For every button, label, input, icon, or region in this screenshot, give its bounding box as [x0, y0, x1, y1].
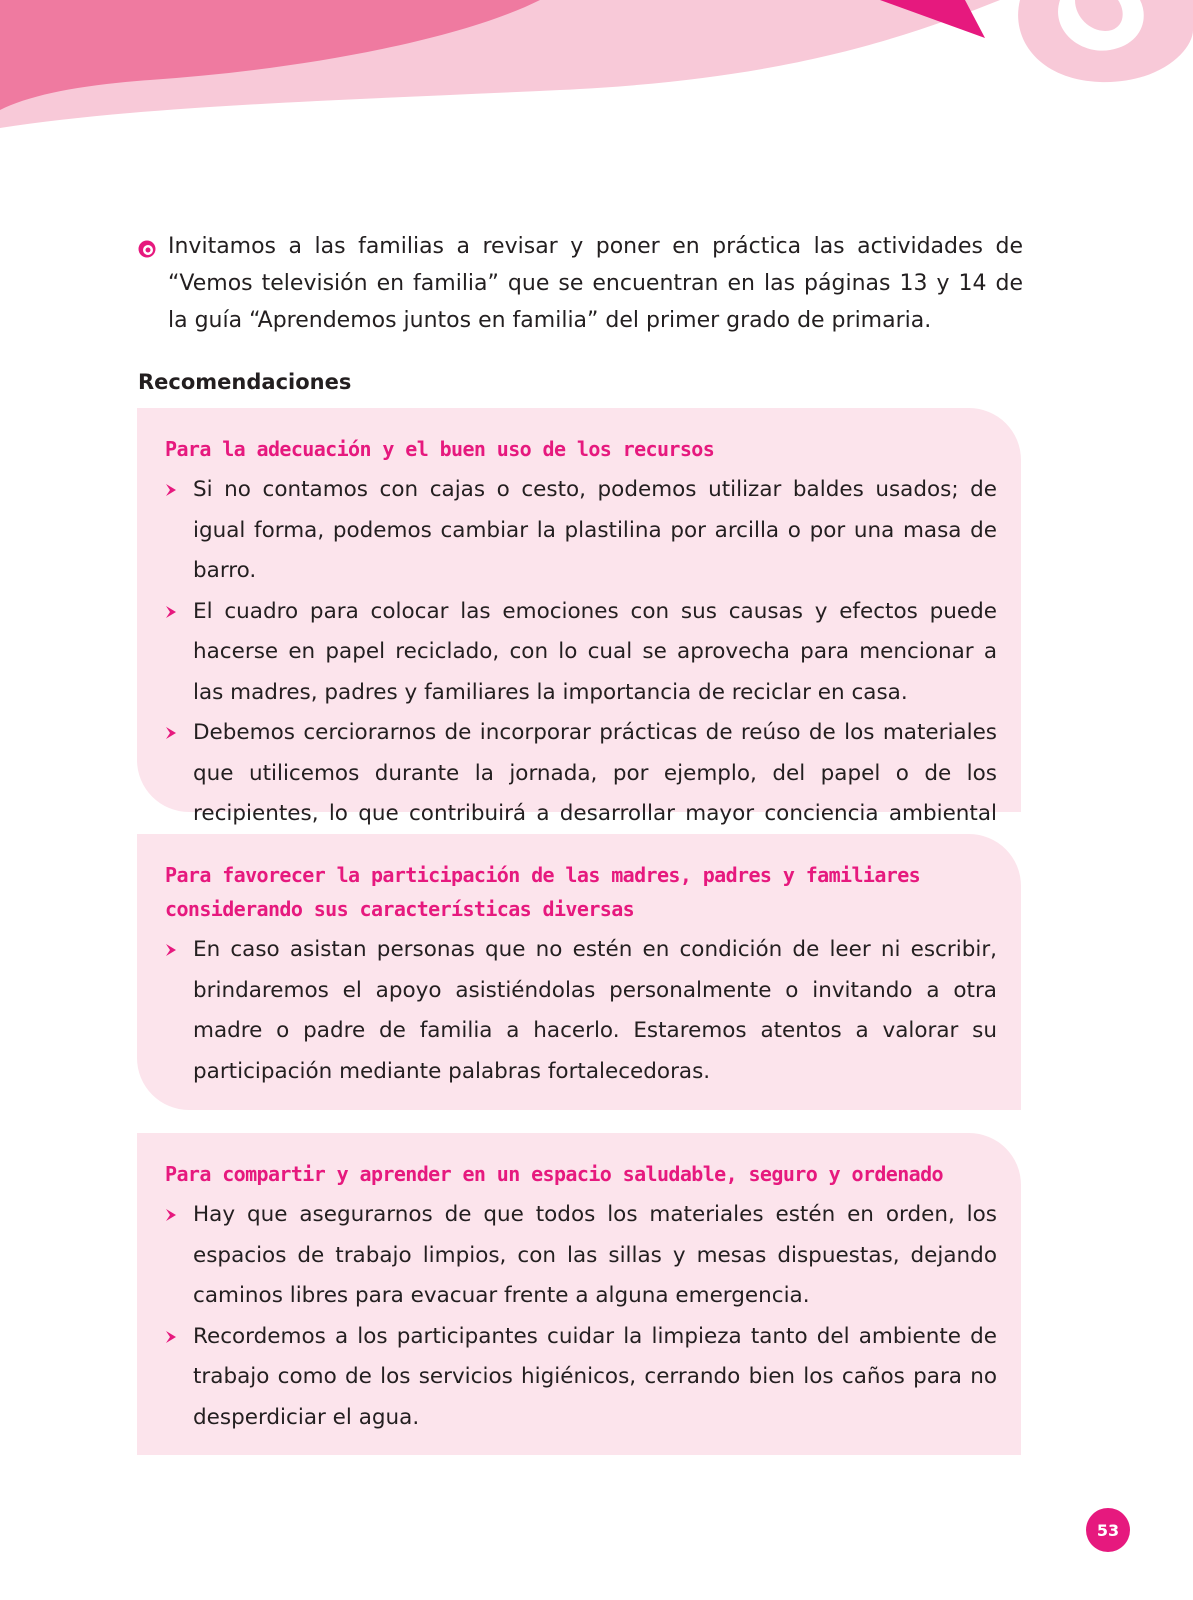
- list-item-text: Debemos cerciorarnos de incorporar prácticas de reúso de los materiales que utilicemos durante la jornada, por ejemplo, del papel o de los recipientes, lo que contribuirá a desarrollar mayor conciencia ambiental: [193, 720, 997, 826]
- recommendation-box-participation: [137, 834, 1021, 1110]
- list-item-text: Hay que asegurarnos de que todos los materiales estén en orden, los espacios de trabajo limpios, con las sillas y mesas dispuestas, dejando caminos libres para evacuar frente a alguna emergencia.: [193, 1202, 997, 1308]
- list-item: [165, 470, 997, 592]
- list-item: [165, 1317, 997, 1439]
- arrow-bullet-icon: [165, 1330, 177, 1344]
- list-item-text: El cuadro para colocar las emociones con sus causas y efectos puede hacerse en papel reciclado, con lo cual se aprovecha para mencionar a las madres, padres y familiares la importancia de reciclar en casa.: [193, 598, 997, 705]
- recommendation-box-safe-space: [137, 1133, 1021, 1455]
- list-item: [165, 592, 997, 714]
- recommendation-list: [165, 930, 997, 1092]
- arrow-bullet-icon: [165, 726, 177, 740]
- recommendation-box-resources: [137, 408, 1021, 826]
- recommendation-list: [165, 1195, 997, 1438]
- list-item-text: En caso asistan personas que no estén en condición de leer ni escribir, brindaremos el apoyo asistiéndolas personalmente o invitando a otra madre o padre de familia a hacerlo. Estaremos atentos a valorar su participación mediante palabras fortalecedoras.: [193, 937, 997, 1084]
- list-item: [165, 1195, 997, 1317]
- list-item-text: Si no contamos con cajas o cesto, podemos utilizar baldes usados; de igual forma, podemos cambiar la plastilina por arcilla o por una masa de barro.: [193, 477, 997, 583]
- list-item: [165, 930, 997, 1092]
- swirl-bullet-icon: [138, 240, 156, 258]
- box-title: Para favorecer la participación de las madres, padres y familiares considerando sus características diversas: [165, 863, 921, 921]
- recommendation-list: [165, 470, 997, 875]
- list-item-text: Recordemos a los participantes cuidar la limpieza tanto del ambiente de trabajo como de los servicios higiénicos, cerrando bien los caños para no desperdiciar el agua.: [193, 1323, 997, 1430]
- recommendations-heading: Recomendaciones: [138, 370, 352, 394]
- intro-paragraph: [138, 228, 1023, 339]
- box-title: Para la adecuación y el buen uso de los recursos: [165, 437, 715, 461]
- arrow-bullet-icon: [165, 943, 177, 957]
- page-number: 53: [1086, 1508, 1130, 1552]
- intro-text: Invitamos a las familias a revisar y poner en práctica las actividades de “Vemos televisión en familia” que se encuentran en las páginas 13 y 14 de la guía “Aprendemos juntos en familia” del primer grado de primaria.: [168, 234, 1023, 333]
- arrow-bullet-icon: [165, 605, 177, 619]
- arrow-bullet-icon: [165, 1208, 177, 1222]
- box-title: Para compartir y aprender en un espacio saludable, seguro y ordenado: [165, 1162, 943, 1186]
- arrow-bullet-icon: [165, 483, 177, 497]
- header-wave-decoration: [0, 0, 1193, 140]
